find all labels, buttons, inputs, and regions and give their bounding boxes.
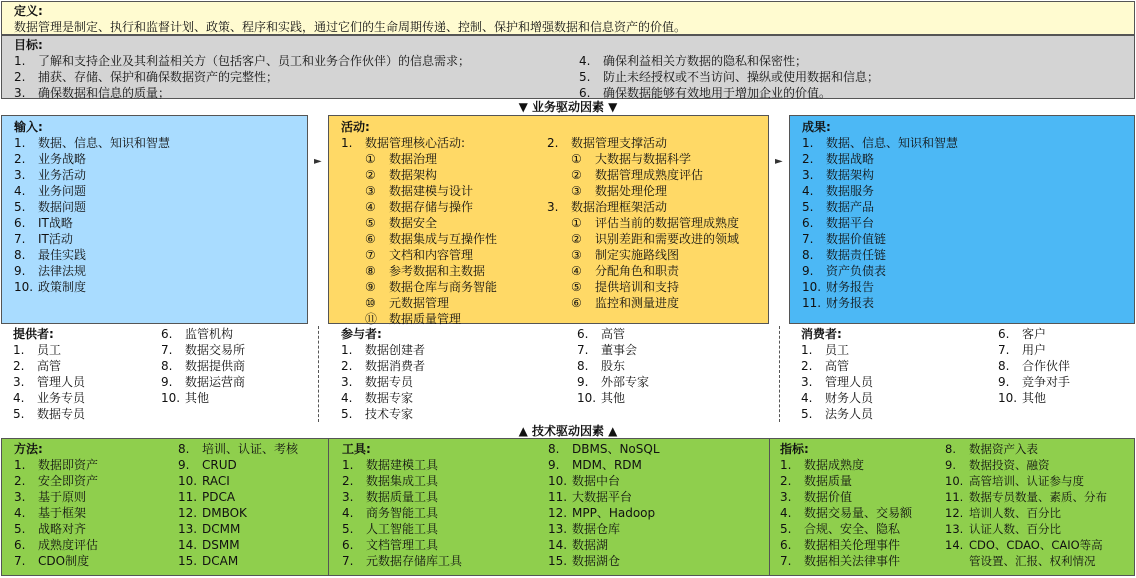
tool-item: 5. 人工智能工具 <box>342 522 439 536</box>
metric-item: 5. 合规、安全、隐私 <box>780 522 901 536</box>
core-activity: ⑨ 数据仓库与商务智能 <box>365 280 498 294</box>
tools-section-2 <box>548 441 660 569</box>
metric-item: 9. 数据投资、融资 <box>945 458 1050 472</box>
method-item: 4. 基于框架 <box>14 506 87 520</box>
goals-title: 目标: <box>14 38 43 52</box>
metric-item: 10. 高管培训、认证参与度 <box>945 474 1084 488</box>
input-item: 2. 业务战略 <box>14 152 87 166</box>
output-item: 1. 数据、信息、知识和智慧 <box>802 136 959 150</box>
method-item: 6. 成熟度评估 <box>14 538 99 552</box>
output-item: 6. 数据平台 <box>802 216 875 230</box>
suppliers-title: 提供者: <box>13 327 54 341</box>
consumer-item: 5. 法务人员 <box>801 407 874 421</box>
input-item: 8. 最佳实践 <box>14 248 87 262</box>
participant-item: 3. 数据专员 <box>341 375 414 389</box>
metric-item: 8. 数据资产入表 <box>945 442 1038 456</box>
metric-item: 12. 培训人数、百分比 <box>945 506 1061 520</box>
inputs-box <box>1 115 308 324</box>
method-item: 5. 战略对齐 <box>14 522 87 536</box>
core-activity: ⑥ 数据集成与互操作性 <box>365 232 498 246</box>
method-item: 13. DCMM <box>178 522 241 536</box>
support-activity: ② 数据管理成熟度评估 <box>571 168 704 182</box>
methods-section-2 <box>178 441 298 569</box>
goal-item: 5. 防止未经授权或不当访问、操纵或使用数据和信息； <box>579 70 880 84</box>
governance-activity: ⑥ 监控和测量进度 <box>571 296 680 310</box>
methods-section <box>14 441 98 569</box>
definition-text: 数据管理是制定、执行和监督计划、政策、程序和实践，通过它们的生命周期传递、控制、保护和增强数据和信息资产的价值。 <box>14 20 687 34</box>
consumer-item: 9. 竞争对手 <box>998 375 1071 389</box>
tools-section <box>342 441 462 569</box>
metric-item: 6. 数据相关伦理事件 <box>780 538 901 552</box>
core-activity: ③ 数据建模与设计 <box>365 184 474 198</box>
arrow-right-icon: ► <box>775 156 783 167</box>
metric-item: 4. 数据交易量、交易额 <box>780 506 913 520</box>
metric-item: 1. 数据成熟度 <box>780 458 865 472</box>
goal-item: 3. 确保数据和信息的质量； <box>14 86 171 100</box>
method-item: 10. RACI <box>178 474 230 488</box>
definition-box <box>1 1 1135 35</box>
metric-item: 7. 数据相关法律事件 <box>780 554 901 568</box>
method-item: 12. DMBOK <box>178 506 247 520</box>
outputs-title: 成果: <box>802 120 831 134</box>
method-item: 9. CRUD <box>178 458 237 472</box>
participant-item: 8. 股东 <box>577 359 626 373</box>
bottom-box <box>1 438 1135 576</box>
core-activity: ⑩ 元数据管理 <box>365 296 450 310</box>
consumers-section-2 <box>998 326 1070 406</box>
suppliers-section <box>13 326 85 422</box>
consumer-item: 1. 员工 <box>801 343 850 357</box>
participant-item: 4. 数据专家 <box>341 391 414 405</box>
governance-activity: ② 识别差距和需要改进的领域 <box>571 232 740 246</box>
tool-item: 4. 商务智能工具 <box>342 506 439 520</box>
tool-item: 10. 数据中台 <box>548 474 621 488</box>
participant-item: 2. 数据消费者 <box>341 359 426 373</box>
method-item: 1. 数据即资产 <box>14 458 99 472</box>
governance-activity: ④ 分配角色和职责 <box>571 264 680 278</box>
output-item: 11. 财务报表 <box>802 296 875 310</box>
metric-item: 11. 数据专员数量、素质、分布 <box>945 490 1107 504</box>
method-item: 11. PDCA <box>178 490 236 504</box>
tool-item: 3. 数据质量工具 <box>342 490 439 504</box>
consumer-item: 4. 财务人员 <box>801 391 874 405</box>
governance-activity: ① 评估当前的数据管理成熟度 <box>571 216 740 230</box>
supplier-item: 2. 高管 <box>13 359 62 373</box>
governance-activity: ③ 制定实施路线图 <box>571 248 680 262</box>
consumer-item: 3. 管理人员 <box>801 375 874 389</box>
input-item: 5. 数据问题 <box>14 200 87 214</box>
participant-item: 9. 外部专家 <box>577 375 650 389</box>
input-item: 6. IT战略 <box>14 216 73 230</box>
method-item: 14. DSMM <box>178 538 240 552</box>
divider <box>779 326 780 422</box>
method-item: 2. 安全即资产 <box>14 474 99 488</box>
tool-item: 2. 数据集成工具 <box>342 474 439 488</box>
tool-item: 11. 大数据平台 <box>548 490 633 504</box>
metrics-section <box>780 441 912 569</box>
activities-title: 活动: <box>341 120 370 134</box>
consumers-title: 消费者: <box>801 327 842 341</box>
metric-item: 14. CDO、CDAO、CAIO等高 <box>945 538 1103 552</box>
governance-activity: ⑤ 提供培训和支持 <box>571 280 680 294</box>
supplier-item: 6. 监管机构 <box>161 327 234 341</box>
governance-activities-title: 3. 数据治理框架活动 <box>547 200 668 214</box>
core-activity: ⑤ 数据安全 <box>365 216 438 230</box>
outputs-box <box>789 115 1135 324</box>
consumer-item: 10. 其他 <box>998 391 1047 405</box>
divider <box>328 439 329 575</box>
supplier-item: 3. 管理人员 <box>13 375 86 389</box>
participant-item: 1. 数据创建者 <box>341 343 426 357</box>
arrow-right-icon: ► <box>314 156 322 167</box>
metric-item: 2. 数据质量 <box>780 474 853 488</box>
core-activity: ④ 数据存储与操作 <box>365 200 474 214</box>
output-item: 4. 数据服务 <box>802 184 875 198</box>
supplier-item: 9. 数据运营商 <box>161 375 246 389</box>
participants-section-2 <box>577 326 649 406</box>
metric-item: 3. 数据价值 <box>780 490 853 504</box>
input-item: 1. 数据、信息、知识和智慧 <box>14 136 171 150</box>
participant-item: 5. 技术专家 <box>341 407 414 421</box>
output-item: 10. 财务报告 <box>802 280 875 294</box>
participants-title: 参与者: <box>341 327 382 341</box>
consumer-item: 6. 客户 <box>998 327 1047 341</box>
tech-drivers-label: ▲ 技术驱动因素 ▲ <box>518 424 618 438</box>
tool-item: 1. 数据建模工具 <box>342 458 439 472</box>
supplier-item: 8. 数据提供商 <box>161 359 246 373</box>
metric-item: 13. 认证人数、百分比 <box>945 522 1061 536</box>
consumer-item: 7. 用户 <box>998 343 1047 357</box>
methods-title: 方法: <box>14 442 43 456</box>
tool-item: 14. 数据湖 <box>548 538 609 552</box>
participant-item: 7. 董事会 <box>577 343 638 357</box>
tool-item: 7. 元数据存储库工具 <box>342 554 463 568</box>
core-activities-title: 1. 数据管理核心活动: <box>341 136 466 150</box>
supplier-item: 1. 员工 <box>13 343 62 357</box>
suppliers-section-2 <box>161 326 245 406</box>
input-item: 10. 政策制度 <box>14 280 87 294</box>
goals-box <box>1 35 1135 99</box>
supplier-item: 5. 数据专员 <box>13 407 86 421</box>
goal-item: 1. 了解和支持企业及其利益相关方（包括客户、员工和业务合作伙伴）的信息需求； <box>14 54 471 68</box>
output-item: 8. 数据责任链 <box>802 248 887 262</box>
business-drivers-label: ▼ 业务驱动因素 ▼ <box>518 100 618 114</box>
consumer-item: 8. 合作伙伴 <box>998 359 1071 373</box>
core-activity: ⑦ 文档和内容管理 <box>365 248 474 262</box>
participant-item: 6. 高管 <box>577 327 626 341</box>
tool-item: 8. DBMS、NoSQL <box>548 442 660 456</box>
metrics-title: 指标: <box>780 442 809 456</box>
output-item: 9. 资产负债表 <box>802 264 887 278</box>
support-activity: ③ 数据处理伦理 <box>571 184 668 198</box>
input-item: 9. 法律法规 <box>14 264 87 278</box>
goal-item: 6. 确保数据能够有效地用于增加企业的价值。 <box>579 86 832 100</box>
metrics-section-2 <box>945 441 1107 569</box>
support-activity: ① 大数据与数据科学 <box>571 152 692 166</box>
supplier-item: 10. 其他 <box>161 391 210 405</box>
goal-item: 2. 捕获、存储、保护和确保数据资产的完整性； <box>14 70 279 84</box>
input-item: 3. 业务活动 <box>14 168 87 182</box>
supplier-item: 4. 业务专员 <box>13 391 86 405</box>
consumers-section <box>801 326 873 422</box>
core-activity: ② 数据架构 <box>365 168 438 182</box>
inputs-title: 输入: <box>14 120 43 134</box>
support-activities-title: 2. 数据管理支撑活动 <box>547 136 668 150</box>
tool-item: 6. 文档管理工具 <box>342 538 439 552</box>
participants-section <box>341 326 425 422</box>
core-activity: ① 数据治理 <box>365 152 438 166</box>
metric-item-continued: 管设置、汇报、权利情况 <box>969 554 1096 568</box>
consumer-item: 2. 高管 <box>801 359 850 373</box>
core-activity: ⑪ 数据质量管理 <box>365 312 462 326</box>
tool-item: 15. 数据湖仓 <box>548 554 621 568</box>
output-item: 3. 数据架构 <box>802 168 875 182</box>
definition-title: 定义: <box>14 4 43 18</box>
output-item: 7. 数据价值链 <box>802 232 887 246</box>
method-item: 8. 培训、认证、考核 <box>178 442 299 456</box>
input-item: 4. 业务问题 <box>14 184 87 198</box>
tool-item: 12. MPP、Hadoop <box>548 506 656 520</box>
participant-item: 10. 其他 <box>577 391 626 405</box>
output-item: 5. 数据产品 <box>802 200 875 214</box>
tool-item: 9. MDM、RDM <box>548 458 642 472</box>
method-item: 3. 基于原则 <box>14 490 87 504</box>
method-item: 7. CDO制度 <box>14 554 90 568</box>
tools-title: 工具: <box>342 442 371 456</box>
input-item: 7. IT活动 <box>14 232 73 246</box>
tool-item: 13. 数据仓库 <box>548 522 621 536</box>
method-item: 15. DCAM <box>178 554 239 568</box>
activities-box <box>328 115 769 324</box>
supplier-item: 7. 数据交易所 <box>161 343 246 357</box>
output-item: 2. 数据战略 <box>802 152 875 166</box>
divider <box>318 326 319 422</box>
divider <box>769 439 770 575</box>
goal-item: 4. 确保利益相关方数据的隐私和保密性； <box>579 54 808 68</box>
core-activity: ⑧ 参考数据和主数据 <box>365 264 486 278</box>
